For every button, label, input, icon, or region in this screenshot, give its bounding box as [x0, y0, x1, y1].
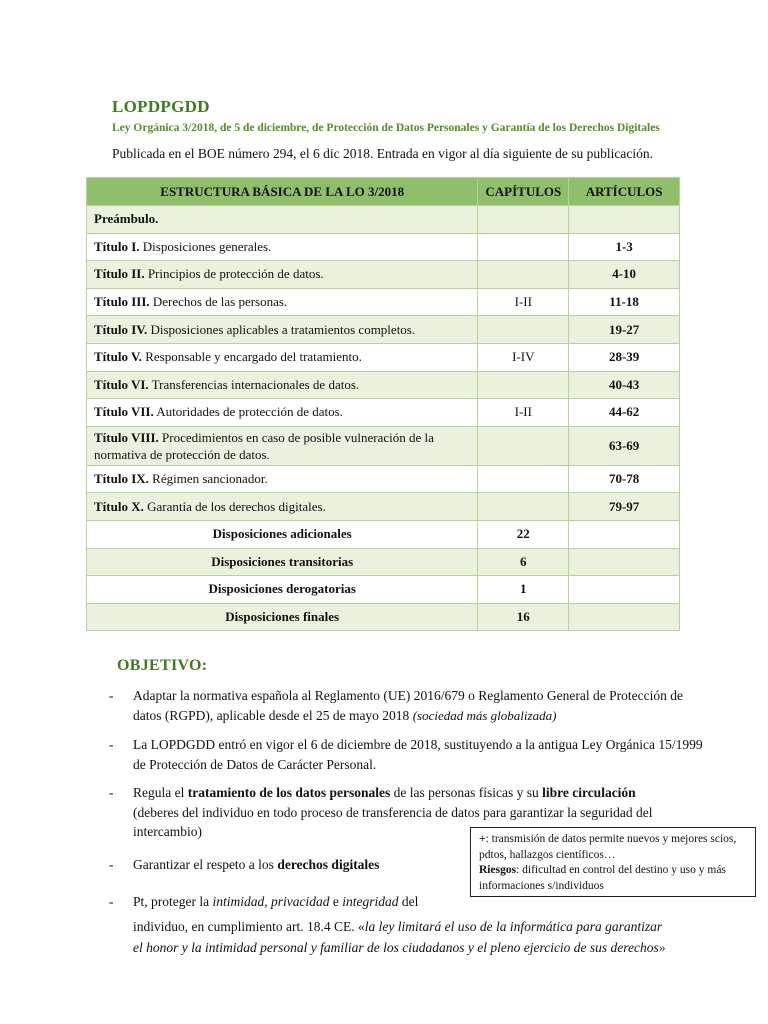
structure-table — [86, 177, 680, 631]
disposition-articles — [569, 576, 680, 604]
objective-item-sep: , — [264, 894, 271, 909]
row-title — [87, 206, 478, 234]
row-title-lead: Preámbulo. — [94, 211, 159, 227]
objective-item-pre: Pt, proteger la — [133, 894, 213, 909]
bullet-marker: - — [109, 688, 114, 703]
row-title-rest: Garantía de los derechos digitales. — [143, 498, 326, 514]
table-row — [87, 233, 680, 261]
row-articles: 44-62 — [569, 399, 680, 427]
row-title — [87, 371, 478, 399]
table-row — [87, 261, 680, 289]
row-articles: 19-27 — [569, 316, 680, 344]
row-title-lead: Título IX. — [94, 471, 149, 487]
row-articles: 70-78 — [569, 465, 680, 493]
row-title — [87, 288, 478, 316]
note-risk-label: Riesgos — [479, 864, 517, 876]
table-row — [87, 576, 680, 604]
row-title — [87, 493, 478, 521]
objective-item-intimacy: intimidad — [212, 894, 265, 909]
row-title — [87, 343, 478, 371]
table-row — [87, 520, 680, 548]
disposition-count: 6 — [478, 548, 569, 576]
objective-item-sep: e — [329, 894, 343, 909]
row-title — [87, 399, 478, 427]
row-title-rest: Autoridades de protección de datos. — [153, 404, 343, 420]
row-chapters — [478, 426, 569, 465]
objective-item-bold-digital: derechos digitales — [277, 857, 380, 872]
row-title-rest: Transferencias internacionales de datos. — [148, 376, 360, 392]
objective-item-vigor — [133, 735, 713, 774]
row-title-lead: Título II. — [94, 266, 145, 282]
row-chapters: I-II — [478, 288, 569, 316]
table-row — [87, 603, 680, 631]
row-articles: 28-39 — [569, 343, 680, 371]
row-title-lead: Título I. — [94, 238, 140, 254]
document-subtitle: Ley Orgánica 3/2018, de 5 de diciembre, de Protección de Datos Personales y Garantía de los Derechos Digitales — [112, 122, 660, 134]
disposition-articles — [569, 603, 680, 631]
note-plus-label: + — [479, 833, 486, 845]
table-row — [87, 316, 680, 344]
publication-note: Publicada en el BOE número 294, el 6 dic 2018. Entrada en vigor al día siguiente de su publicación. — [112, 146, 653, 161]
disposition-name: Disposiciones adicionales — [87, 520, 478, 548]
disposition-name: Disposiciones transitorias — [87, 548, 478, 576]
row-chapters: I-II — [478, 399, 569, 427]
disposition-count: 22 — [478, 520, 569, 548]
disposition-name: Disposiciones finales — [87, 603, 478, 631]
objective-item-protect-line2 — [133, 917, 662, 936]
table-row — [87, 426, 680, 465]
objective-item-text: Adaptar la normativa española al Reglamento (UE) 2016/679 o Reglamento General de Protección de datos (RGPD), aplicable desde el 25 de mayo 2018 — [133, 688, 683, 723]
row-title-lead: Título VII. — [94, 404, 154, 420]
objective-item-integrity: integridad — [342, 894, 399, 909]
objective-item-post: del — [398, 894, 419, 909]
table-row — [87, 206, 680, 234]
table-row — [87, 343, 680, 371]
objective-item-bold-treatment: tratamiento de los datos personales — [187, 785, 391, 800]
row-chapters — [478, 206, 569, 234]
objective-item-line2: individuo, en cumplimiento art. 18.4 CE. « — [133, 919, 365, 934]
disposition-articles — [569, 520, 680, 548]
row-chapters: I-IV — [478, 343, 569, 371]
row-title-rest: Procedimientos en caso de posible vulneración de la normativa de protección de datos. — [94, 429, 434, 462]
note-box — [470, 827, 756, 897]
row-articles: 63-69 — [569, 426, 680, 465]
objective-item-mid: de las personas físicas y su — [390, 785, 543, 800]
bullet-marker: - — [109, 857, 114, 872]
row-title — [87, 316, 478, 344]
row-articles — [569, 206, 680, 234]
disposition-count: 1 — [478, 576, 569, 604]
table-row — [87, 493, 680, 521]
row-title-rest: Derechos de las personas. — [149, 294, 288, 310]
objective-item-text: La LOPDGDD entró en vigor el 6 de diciembre de 2018, sustituyendo a la antigua Ley Orgánica 15/1999 de Protección de Datos de Carácter Personal. — [133, 737, 703, 772]
row-articles: 79-97 — [569, 493, 680, 521]
column-header-chapters: CAPÍTULOS — [478, 178, 569, 206]
row-chapters — [478, 261, 569, 289]
objective-item-pre: Garantizar el respeto a los — [133, 857, 278, 872]
row-articles: 4-10 — [569, 261, 680, 289]
row-title-rest: Responsable y encargado del tratamiento. — [141, 349, 362, 365]
note-risk-text: : dificultad en control del destino y uso y más informaciones s/individuos — [479, 864, 726, 892]
table-header-row — [87, 178, 680, 206]
objective-item-quote-2: el honor y la intimidad personal y familiar de los ciudadanos y el pleno ejercicio de sus derechos» — [133, 940, 666, 955]
row-title-rest: Principios de protección de datos. — [144, 266, 324, 282]
objective-item-privacy: privacidad — [271, 894, 330, 909]
row-title — [87, 465, 478, 493]
disposition-articles — [569, 548, 680, 576]
row-title-lead: Título VI. — [94, 376, 149, 392]
document-title: LOPDPGDD — [112, 97, 210, 116]
row-articles: 1-3 — [569, 233, 680, 261]
row-chapters — [478, 371, 569, 399]
row-title — [87, 233, 478, 261]
row-title-rest: Disposiciones aplicables a tratamientos completos. — [147, 321, 416, 337]
row-chapters — [478, 233, 569, 261]
note-plus-text: : transmisión de datos permite nuevos y mejores scios, pdtos, hallazgos científicos… — [479, 833, 737, 861]
column-header-articles: ARTÍCULOS — [569, 178, 680, 206]
objective-item-protect-line3 — [133, 938, 666, 957]
objective-item-note: (sociedad más globalizada) — [412, 707, 557, 723]
row-title-lead: Título III. — [94, 294, 150, 310]
objective-heading: OBJETIVO: — [117, 657, 208, 674]
table-row — [87, 548, 680, 576]
row-chapters — [478, 316, 569, 344]
row-articles: 40-43 — [569, 371, 680, 399]
objective-item-rgpd — [133, 686, 693, 725]
bullet-marker: - — [109, 894, 114, 909]
row-chapters — [478, 465, 569, 493]
row-title-lead: Título IV. — [94, 321, 148, 337]
table-row — [87, 371, 680, 399]
row-title — [87, 426, 478, 465]
table-row — [87, 399, 680, 427]
disposition-name: Disposiciones derogatorias — [87, 576, 478, 604]
column-header-structure: ESTRUCTURA BÁSICA DE LA LO 3/2018 — [87, 178, 478, 206]
bullet-marker: - — [109, 785, 114, 800]
row-title-rest: Régimen sancionador. — [148, 471, 268, 487]
table-row — [87, 465, 680, 493]
objective-item-bold-circulation: libre circulación — [542, 785, 636, 800]
bullet-marker: - — [109, 737, 114, 752]
row-title-rest: Disposiciones generales. — [139, 238, 272, 254]
table-row — [87, 288, 680, 316]
objective-item-digital — [133, 855, 463, 875]
disposition-count: 16 — [478, 603, 569, 631]
row-articles: 11-18 — [569, 288, 680, 316]
row-title — [87, 261, 478, 289]
row-title-lead: Título V. — [94, 349, 142, 365]
objective-item-protect — [133, 892, 463, 912]
row-title-lead: Título X. — [94, 498, 144, 514]
objective-item-quote-1: la ley limitará el uso de la informática para garantizar — [364, 919, 663, 934]
objective-item-post: (deberes del individuo en todo proceso de transferencia de datos para garantizar la seguridad del intercambio) — [133, 804, 653, 839]
row-chapters — [478, 493, 569, 521]
objective-item-pre: Regula el — [133, 785, 188, 800]
row-title-lead: Título VIII. — [94, 429, 159, 445]
